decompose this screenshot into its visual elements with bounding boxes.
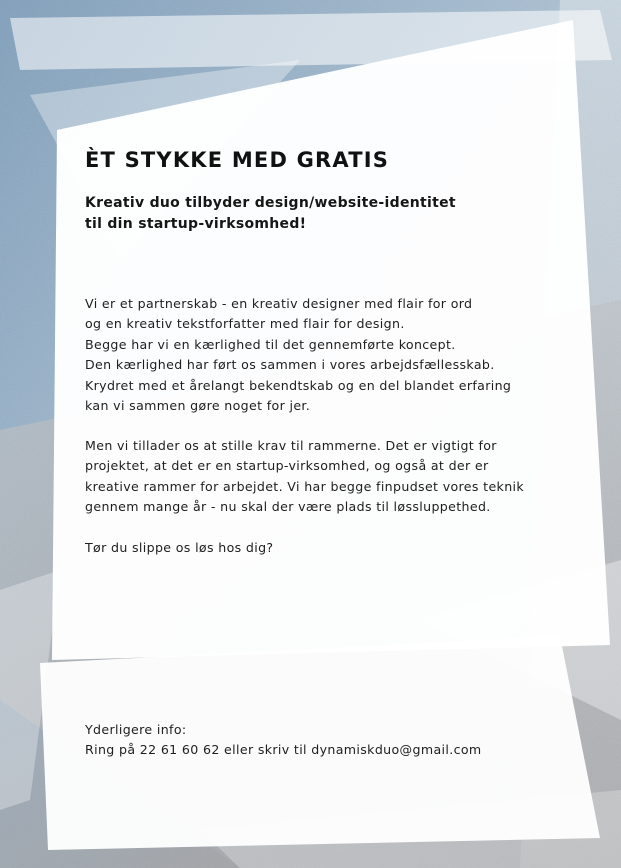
flyer-title: ÈT STYKKE MED GRATIS xyxy=(85,148,390,172)
contact-details: Ring på 22 61 60 62 eller skriv til dynamiskduo@gmail.com xyxy=(85,742,482,758)
paragraph-line: projektet, at det er en startup-virksomhed, og også at der er xyxy=(85,458,489,474)
contact-heading: Yderligere info: xyxy=(85,722,187,737)
flyer-subtitle xyxy=(85,193,456,235)
contact-info xyxy=(85,720,482,761)
paragraph-line: Begge har vi en kærlighed til det gennemførte koncept. xyxy=(85,336,456,352)
paragraph-line: Tør du slippe os løs hos dig? xyxy=(85,540,274,555)
question-paragraph xyxy=(85,538,273,558)
paragraph-line: kan vi sammen gøre noget for jer. xyxy=(85,398,311,414)
paragraph-line: Den kærlighed har ført os sammen i vores arbejdsfællesskab. xyxy=(85,357,495,373)
paragraph-line: Vi er et partnerskab - en kreativ designer med flair for ord xyxy=(85,296,473,311)
subtitle-line: til din startup-virksomhed! xyxy=(85,216,307,232)
paragraph-line: og en kreativ tekstforfatter med flair for design. xyxy=(85,316,405,332)
intro-paragraph xyxy=(85,294,511,416)
subtitle-line: Kreativ duo tilbyder design/website-identitet xyxy=(85,195,456,211)
paragraph-line: gennem mange år - nu skal der være plads til løssluppethed. xyxy=(85,499,491,515)
paragraph-line: kreative rammer for arbejdet. Vi har begge finpudset vores teknik xyxy=(85,478,525,494)
requirements-paragraph xyxy=(85,436,524,518)
paragraph-line: Krydret med et årelangt bekendtskab og en del blandet erfaring xyxy=(85,377,512,393)
paragraph-line: Men vi tillader os at stille krav til rammerne. Det er vigtigt for xyxy=(85,438,497,453)
